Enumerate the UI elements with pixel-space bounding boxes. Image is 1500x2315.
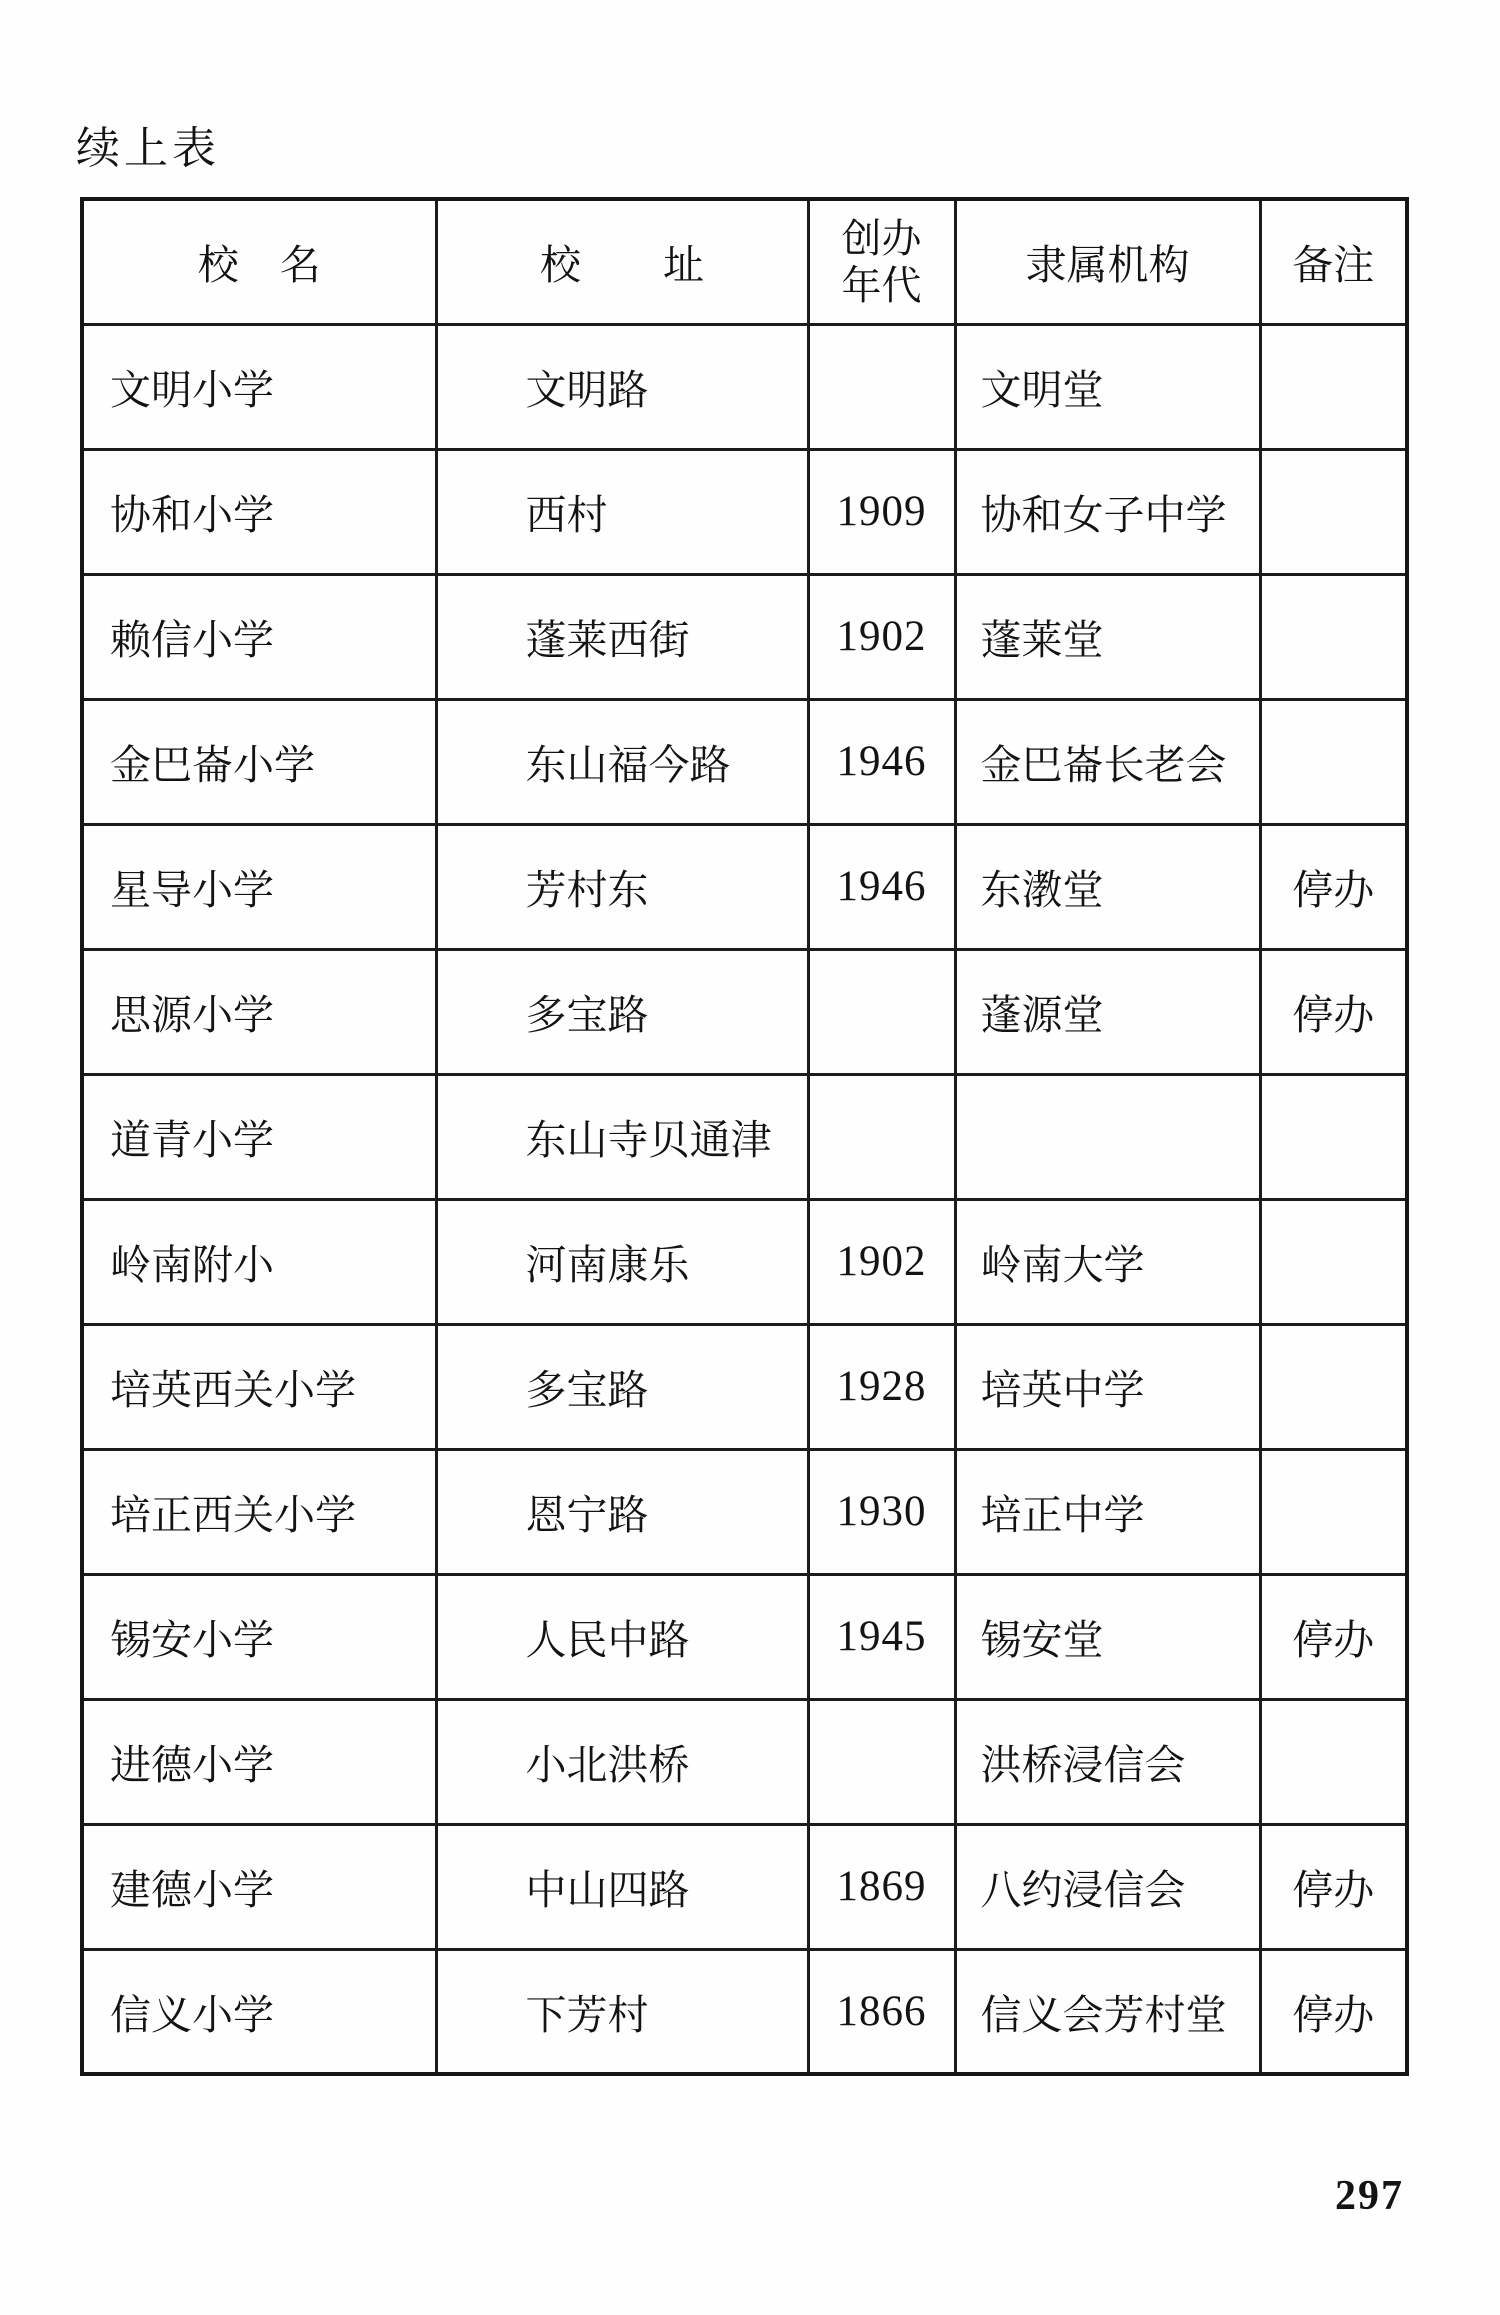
remarks-cell (1260, 699, 1407, 824)
remarks-cell (1260, 574, 1407, 699)
founding-year-cell: 1866 (808, 1949, 955, 2074)
affiliation-cell: 八约浸信会 (955, 1824, 1260, 1949)
table-row (82, 1074, 1407, 1199)
table-row (82, 949, 1407, 1074)
header-school-address: 校 址 (436, 199, 808, 324)
table-row (82, 699, 1407, 824)
table-row (82, 824, 1407, 949)
remarks-cell (1260, 449, 1407, 574)
founding-year-cell: 1946 (808, 824, 955, 949)
founding-year-cell (808, 949, 955, 1074)
affiliation-cell: 东漖堂 (955, 824, 1260, 949)
address-cell: 芳村东 (436, 824, 808, 949)
affiliation-cell: 蓬源堂 (955, 949, 1260, 1074)
header-school-name: 校 名 (82, 199, 436, 324)
table-row (82, 1699, 1407, 1824)
address-cell: 东山寺贝通津 (436, 1074, 808, 1199)
address-cell: 多宝路 (436, 949, 808, 1074)
affiliation-cell: 文明堂 (955, 324, 1260, 449)
founding-year-cell: 1869 (808, 1824, 955, 1949)
founding-year-cell: 1930 (808, 1449, 955, 1574)
header-affiliated-institution: 隶属机构 (955, 199, 1260, 324)
founding-year-cell: 1902 (808, 574, 955, 699)
founding-year-cell: 1909 (808, 449, 955, 574)
school-name-cell: 赖信小学 (82, 574, 436, 699)
affiliation-cell: 协和女子中学 (955, 449, 1260, 574)
remarks-cell (1260, 1199, 1407, 1324)
school-name-cell: 进德小学 (82, 1699, 436, 1824)
address-cell: 蓬莱西街 (436, 574, 808, 699)
address-cell: 下芳村 (436, 1949, 808, 2074)
address-cell: 西村 (436, 449, 808, 574)
address-cell: 东山福今路 (436, 699, 808, 824)
school-name-cell: 信义小学 (82, 1949, 436, 2074)
header-remarks: 备注 (1260, 199, 1407, 324)
header-founding-year-line2: 年代 (841, 262, 922, 308)
founding-year-cell (808, 1074, 955, 1199)
affiliation-cell: 培正中学 (955, 1449, 1260, 1574)
remarks-cell (1260, 1324, 1407, 1449)
affiliation-cell: 锡安堂 (955, 1574, 1260, 1699)
school-name-cell: 锡安小学 (82, 1574, 436, 1699)
affiliation-cell: 蓬莱堂 (955, 574, 1260, 699)
header-founding-year (808, 199, 955, 324)
remarks-cell (1260, 1699, 1407, 1824)
page-number: 297 (1335, 2173, 1404, 2219)
affiliation-cell: 培英中学 (955, 1324, 1260, 1449)
address-cell: 文明路 (436, 324, 808, 449)
founding-year-cell: 1946 (808, 699, 955, 824)
address-cell: 河南康乐 (436, 1199, 808, 1324)
remarks-cell (1260, 324, 1407, 449)
table-row (82, 1824, 1407, 1949)
school-name-cell: 岭南附小 (82, 1199, 436, 1324)
table-row (82, 1949, 1407, 2074)
remarks-cell: 停办 (1260, 1949, 1407, 2074)
school-name-cell: 建德小学 (82, 1824, 436, 1949)
founding-year-cell (808, 1699, 955, 1824)
table-continuation-label: 续上表 (76, 124, 220, 173)
founding-year-cell: 1928 (808, 1324, 955, 1449)
affiliation-cell: 信义会芳村堂 (955, 1949, 1260, 2074)
school-name-cell: 培正西关小学 (82, 1449, 436, 1574)
school-name-cell: 思源小学 (82, 949, 436, 1074)
school-name-cell: 金巴崙小学 (82, 699, 436, 824)
table-row (82, 1199, 1407, 1324)
remarks-cell: 停办 (1260, 1574, 1407, 1699)
address-cell: 小北洪桥 (436, 1699, 808, 1824)
school-name-cell: 星导小学 (82, 824, 436, 949)
founding-year-cell (808, 324, 955, 449)
affiliation-cell: 洪桥浸信会 (955, 1699, 1260, 1824)
remarks-cell (1260, 1449, 1407, 1574)
remarks-cell (1260, 1074, 1407, 1199)
table-header-row (82, 199, 1407, 324)
table-row (82, 1324, 1407, 1449)
remarks-cell: 停办 (1260, 824, 1407, 949)
school-table (80, 197, 1409, 2076)
address-cell: 人民中路 (436, 1574, 808, 1699)
founding-year-cell: 1902 (808, 1199, 955, 1324)
header-founding-year-line1: 创办 (841, 215, 922, 261)
founding-year-cell: 1945 (808, 1574, 955, 1699)
school-name-cell: 道青小学 (82, 1074, 436, 1199)
affiliation-cell (955, 1074, 1260, 1199)
table-body (82, 324, 1407, 2074)
affiliation-cell: 岭南大学 (955, 1199, 1260, 1324)
table-row (82, 324, 1407, 449)
school-name-cell: 协和小学 (82, 449, 436, 574)
affiliation-cell: 金巴崙长老会 (955, 699, 1260, 824)
remarks-cell: 停办 (1260, 949, 1407, 1074)
table-row (82, 1449, 1407, 1574)
address-cell: 多宝路 (436, 1324, 808, 1449)
address-cell: 中山四路 (436, 1824, 808, 1949)
school-name-cell: 文明小学 (82, 324, 436, 449)
remarks-cell: 停办 (1260, 1824, 1407, 1949)
table-row (82, 574, 1407, 699)
address-cell: 恩宁路 (436, 1449, 808, 1574)
table-row (82, 449, 1407, 574)
school-name-cell: 培英西关小学 (82, 1324, 436, 1449)
table-row (82, 1574, 1407, 1699)
